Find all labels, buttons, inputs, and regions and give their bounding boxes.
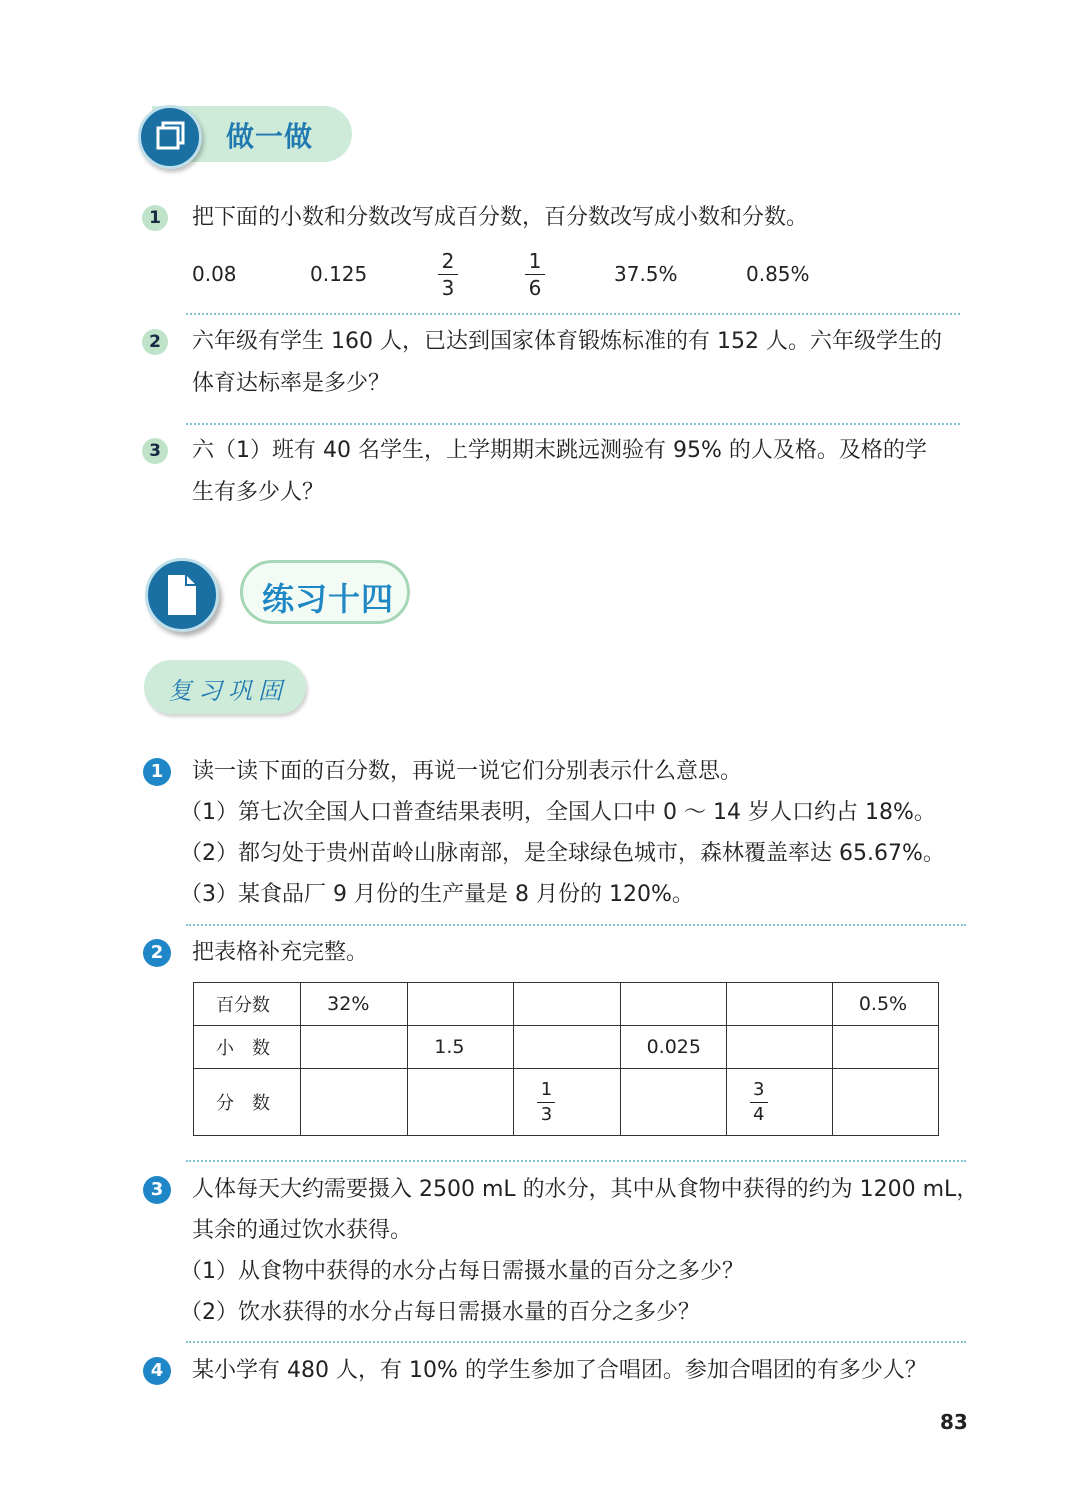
table-cell <box>408 1069 514 1136</box>
table-row <box>194 983 939 1026</box>
question-1-text: 把下面的小数和分数改写成百分数，百分数改写成小数和分数。 <box>192 205 809 230</box>
exercise-4-text: 某小学有 480 人，有 10% 的学生参加了合唱团。参加合唱团的有多少人？ <box>192 1358 927 1383</box>
do-it-title: 做一做 <box>226 120 314 153</box>
exercise-1-sub-3: （3）某食品厂 9 月份的生产量是 8 月份的 120%。 <box>180 882 694 907</box>
exercise-1-text: 读一读下面的百分数，再说一说它们分别表示什么意思。 <box>192 759 743 784</box>
fraction-two-thirds: 2 3 <box>436 250 460 299</box>
exercise-1-sub-2: （2）都匀处于贵州苗岭山脉南部，是全球绿色城市，森林覆盖率达 65.67%。 <box>180 841 945 866</box>
dotted-divider <box>186 1341 966 1343</box>
table-cell: 0.025 <box>620 1026 726 1069</box>
exercise-3-line-1: 人体每天大约需要摄入 2500 mL 的水分，其中从食物中获得的约为 1200 mL， <box>192 1177 979 1202</box>
dotted-divider <box>186 1160 966 1162</box>
dotted-divider <box>186 313 960 315</box>
table-cell: 1.5 <box>408 1026 514 1069</box>
exercise-1-sub-1: （1）第七次全国人口普查结果表明，全国人口中 0 ～ 14 岁人口约占 18%。 <box>180 800 936 825</box>
table-cell <box>514 1069 620 1136</box>
fraction-one-third: $\frac{1}{3}$ <box>536 1080 556 1125</box>
table-cell <box>301 1069 408 1136</box>
table-row <box>194 1069 939 1136</box>
table-cell <box>514 983 620 1026</box>
question-3-line-2: 生有多少人？ <box>192 480 325 505</box>
value-percent-2: 0.85% <box>746 262 810 286</box>
exercise-number-4: 4 <box>143 1357 171 1385</box>
page-number: 83 <box>940 1410 968 1434</box>
exercise-2-text: 把表格补充完整。 <box>192 940 369 965</box>
question-number-1: 1 <box>142 205 168 231</box>
value-decimal-1: 0.08 <box>192 262 237 286</box>
table-cell: 0.5% <box>832 983 938 1026</box>
table-cell <box>620 1069 726 1136</box>
exercise-3-sub-1: （1）从食物中获得的水分占每日需摄水量的百分之多少？ <box>180 1259 744 1284</box>
table-cell <box>620 983 726 1026</box>
row-header-percent: 百分数 <box>194 983 301 1026</box>
exercise-document-icon <box>145 558 219 632</box>
table-cell <box>726 1069 832 1136</box>
value-decimal-2: 0.125 <box>310 262 368 286</box>
conversion-table <box>193 982 939 1136</box>
fraction-three-quarters: $\frac{3}{4}$ <box>749 1080 769 1125</box>
dotted-divider <box>186 423 960 425</box>
table-cell <box>832 1026 938 1069</box>
question-2-line-2: 体育达标率是多少？ <box>192 371 391 396</box>
exercise-3-sub-2: （2）饮水获得的水分占每日需摄水量的百分之多少？ <box>180 1300 700 1325</box>
table-row <box>194 1026 939 1069</box>
do-it-icon <box>138 105 202 169</box>
exercise-3-line-2: 其余的通过饮水获得。 <box>192 1218 413 1243</box>
exercise-title: 练习十四 <box>262 580 395 618</box>
question-3-line-1: 六（1）班有 40 名学生，上学期期末跳远测验有 95% 的人及格。及格的学 <box>192 438 927 463</box>
question-2-line-1: 六年级有学生 160 人，已达到国家体育锻炼标准的有 152 人。六年级学生的 <box>192 329 942 354</box>
table-cell: 32% <box>301 983 408 1026</box>
table-cell <box>301 1026 408 1069</box>
table-cell <box>408 983 514 1026</box>
exercise-number-2: 2 <box>143 939 171 967</box>
fraction-one-sixth: 1 6 <box>523 250 547 299</box>
question-number-3: 3 <box>142 438 168 464</box>
question-number-2: 2 <box>142 329 168 355</box>
row-header-fraction: 分 数 <box>194 1069 301 1136</box>
table-cell <box>726 983 832 1026</box>
row-header-decimal: 小 数 <box>194 1026 301 1069</box>
dotted-divider <box>186 924 966 926</box>
table-cell <box>514 1026 620 1069</box>
exercise-number-3: 3 <box>143 1176 171 1204</box>
exercise-number-1: 1 <box>143 758 171 786</box>
review-title: 复习巩固 <box>168 677 288 705</box>
value-percent-1: 37.5% <box>614 262 678 286</box>
table-cell <box>832 1069 938 1136</box>
table-cell <box>726 1026 832 1069</box>
